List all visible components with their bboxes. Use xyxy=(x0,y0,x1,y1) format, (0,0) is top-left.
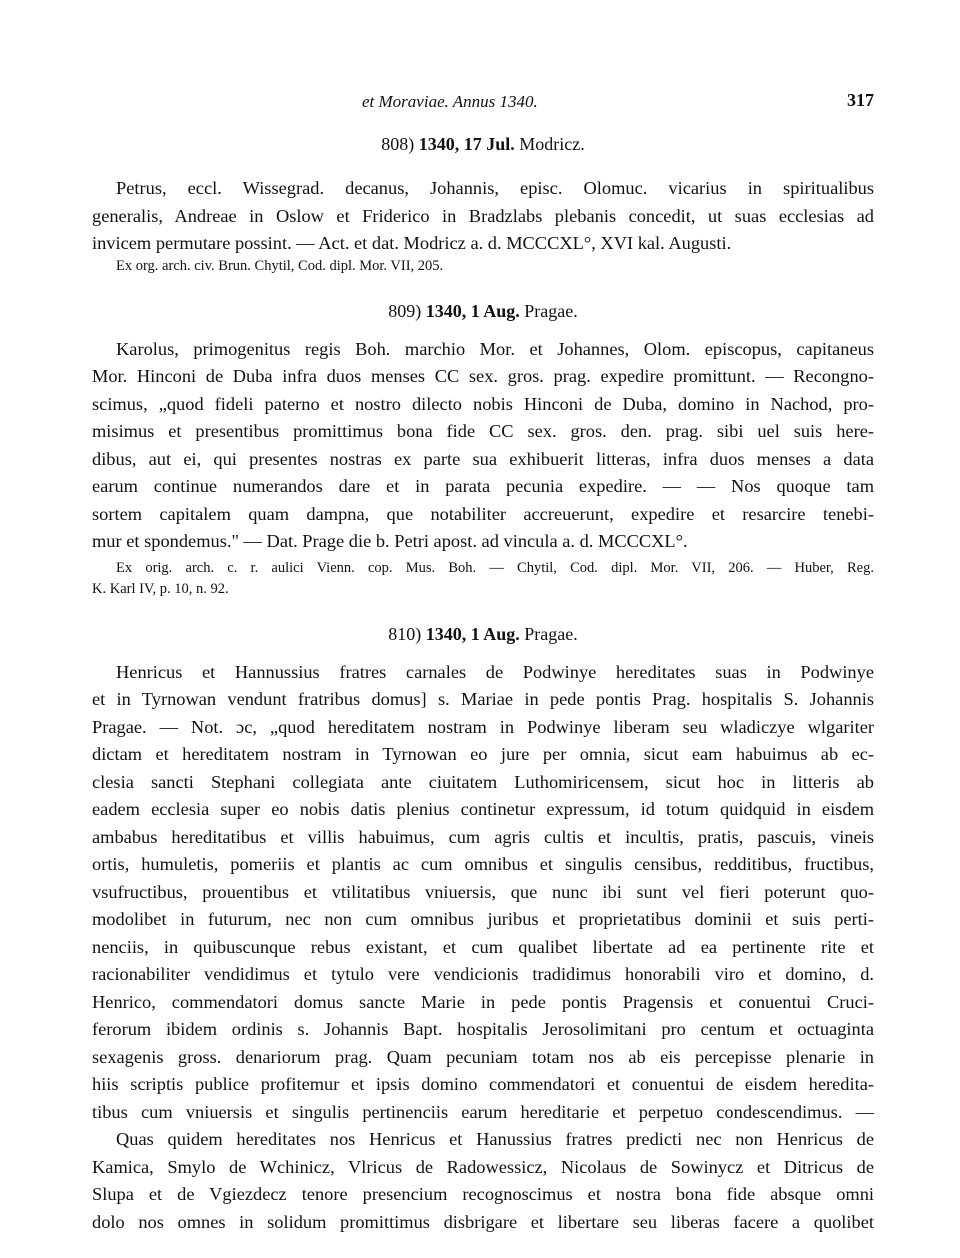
text-line: Karolus, primogenitus regis Boh. marchio Mor. et Johannes, Olom. episcopus, capitaneus xyxy=(116,338,874,359)
source-line: K. Karl IV, p. 10, n. 92. xyxy=(92,580,229,597)
text-line: tibus cum vniuersis et singulis pertinenciis earum hereditarie et perpetuo condescendimus. — xyxy=(92,1101,874,1122)
text-line: ambabus hereditatibus et villis habuimus, cum agris cultis et incultis, pratis, pascuis, vineis xyxy=(92,826,874,847)
page xyxy=(92,90,874,1236)
page-header xyxy=(92,90,874,114)
text-line: sortem capitalem quam dampna, que notabiliter accreuerunt, expedire et resarcire tenebi- xyxy=(92,503,874,524)
text-line: mur et spondemus." — Dat. Prage die b. Petri apost. ad vincula a. d. MCCCXL°. xyxy=(92,531,688,551)
entry-number: 808) xyxy=(381,134,415,154)
text-line: invicem permutare possint. — Act. et dat. Modricz a. d. MCCCXL°, XVI kal. Augusti. xyxy=(92,233,732,253)
source-line: Ex orig. arch. c. r. aulici Vienn. cop. Mus. Boh. — Chytil, Cod. dipl. Mor. VII, 206. — Huber, Reg. xyxy=(116,559,874,576)
text-line: racionabiliter vendidimus et tytulo vere vendicionis tradidimus honorabili viro et domino, d. xyxy=(92,964,874,984)
text-line: generalis, Andreae in Oslow et Friderico in Bradzlabs plebanis concedit, ut suas ecclesias ad xyxy=(92,205,874,226)
text-line: Mor. Hinconi de Duba infra duos menses CC sex. gros. prag. expedire promittunt. — Recongno- xyxy=(92,366,874,386)
text-line: Pragae. — Not. ɔc, „quod hereditatem nostram in Podwinye liberam seu wladiczye wlgariter xyxy=(92,716,874,737)
entry-text xyxy=(92,659,874,1237)
text-line: Petrus, eccl. Wissegrad. decanus, Johannis, episc. Olomuc. vicarius in spiritualibus xyxy=(116,178,874,198)
text-line: modolibet in futurum, nec non cum omnibus juribus et proprietatibus dominii et suis perti- xyxy=(92,909,874,929)
text-line: Kamica, Smylo de Wchinicz, Vlricus de Radowessicz, Nicolaus de Sowinycz et Ditricus de xyxy=(92,1156,874,1177)
source-note xyxy=(92,256,874,277)
entry-heading xyxy=(92,624,874,645)
entry-heading xyxy=(92,134,874,155)
running-head: et Moraviae. Annus 1340. xyxy=(362,92,538,111)
document-entry-810 xyxy=(92,624,874,1237)
text-line: nenciis, in quibuscunque rebus existant, et cum qualibet libertate ad ea pertinente rite et xyxy=(92,936,874,957)
text-line: Henricus et Hannussius fratres carnales de Podwinye hereditates suas in Podwinye xyxy=(116,661,874,682)
entry-number: 810) xyxy=(388,623,422,644)
text-line: clesia sancti Stephani collegiata ante ciuitatem Luthomiricensem, sicut hoc in litteris ab xyxy=(92,771,874,792)
source-note xyxy=(92,558,874,600)
text-line: ortis, humuletis, pomeriis et plantis ac cum omnibus et singulis censibus, redditibus, fructibus, xyxy=(92,854,874,874)
source-line: Ex org. arch. civ. Brun. Chytil, Cod. dipl. Mor. VII, 205. xyxy=(116,257,444,274)
text-line: sexagenis gross. denariorum prag. Quam pecuniam totam nos ab eis percepisse plenarie in xyxy=(92,1046,874,1067)
text-line: et in Tyrnowan vendunt fratribus domus] s. Mariae in pede pontis Prag. hospitalis S. Johannis xyxy=(92,689,874,709)
entry-date: 1340, 1 Aug. xyxy=(425,300,520,321)
entry-date: 1340, 1 Aug. xyxy=(425,623,520,644)
text-line: Henrico, commendatori domus sancte Marie in pede pontis Pragensis et conuentui Cruci- xyxy=(92,991,874,1012)
entry-place: Pragae. xyxy=(524,623,578,644)
document-entry-808 xyxy=(92,134,874,277)
text-line: dibus, aut ei, qui presentes nostras ex parte sua exhibuerit litteras, infra duos menses a data xyxy=(92,448,874,469)
text-line: eadem ecclesia super eo nobis datis plenius continetur expressum, id totum quidquid in eisdem xyxy=(92,799,874,819)
entry-place: Modricz. xyxy=(519,134,585,154)
text-line: dictam et hereditatem nostram in Tyrnowan eo jure per omnia, sicut eam habuimus ab ec- xyxy=(92,744,874,764)
entry-heading xyxy=(92,301,874,322)
entry-text xyxy=(92,175,874,258)
entry-date: 1340, 17 Jul. xyxy=(418,134,515,154)
text-line: misimus et presentibus promittimus bona fide CC sex. gros. den. prag. sibi uel suis here- xyxy=(92,421,874,441)
text-line: Quas quidem hereditates nos Henricus et Hanussius fratres predicti nec non Henricus de xyxy=(116,1129,874,1149)
text-line: earum continue numerandos dare et in parata pecunia expedire. — — Nos quoque tam xyxy=(92,476,874,496)
page-number: 317 xyxy=(847,90,874,110)
text-line: ferorum ibidem ordinis s. Johannis Bapt. hospitalis Jerosolimitani pro centum et octuaginta xyxy=(92,1019,874,1039)
entry-place: Pragae. xyxy=(524,300,578,321)
entry-text xyxy=(92,336,874,556)
text-line: Slupa et de Vgiezdecz tenore presencium recognoscimus et nostra bona fide absque omni xyxy=(92,1184,874,1204)
text-line: vsufructibus, prouentibus et vtilitatibus vniuersis, que nunc ibi sunt vel fieri poterunt quo- xyxy=(92,881,874,902)
entry-number: 809) xyxy=(388,300,422,321)
text-line: scimus, „quod fideli paterno et nostro dilecto nobis Hinconi de Duba, domino in Nachod, pro- xyxy=(92,393,874,414)
text-line: dolo nos omnes in solidum promittimus disbrigare et libertare seu liberas facere a quolibet xyxy=(92,1211,874,1232)
text-line: hiis scriptis publice profitemur et ipsis domino commendatori et conuentui de eisdem heredita- xyxy=(92,1074,874,1094)
document-entry-809 xyxy=(92,301,874,600)
